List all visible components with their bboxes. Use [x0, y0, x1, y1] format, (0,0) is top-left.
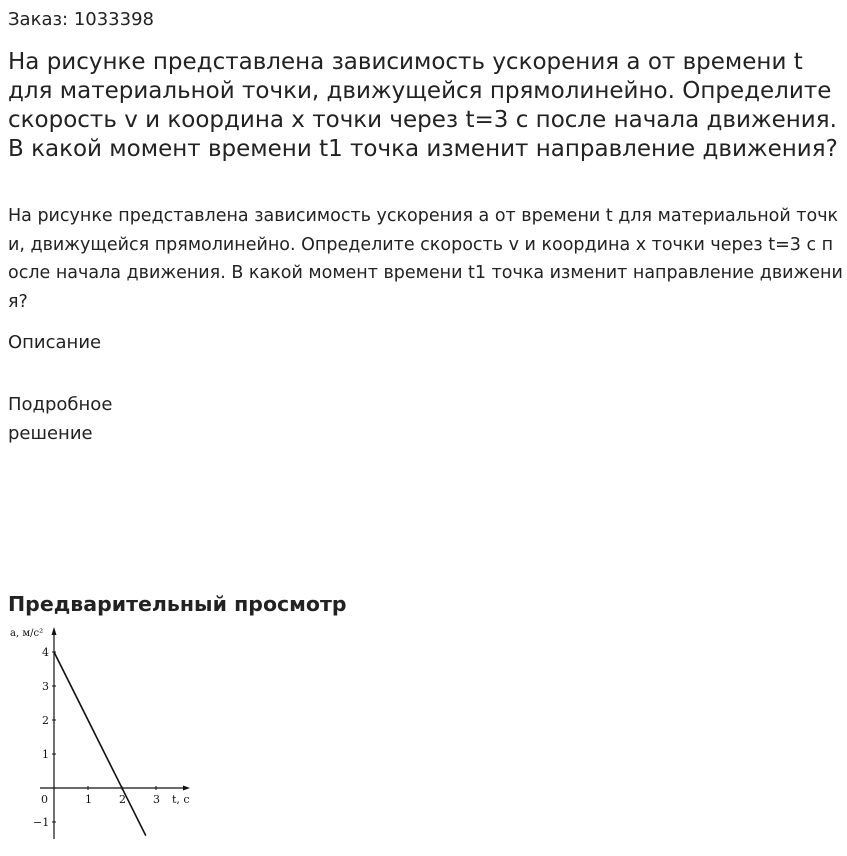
task-text: На рисунке представлена зависимость ускорения a от времени t для материальной точки, движущейся прямолинейно. Определите скорость v и координа x точки через t=3 с после начала движения. В какой момент времени t1 точка изменит направление движения?	[8, 206, 843, 312]
task-title: На рисунке представлена зависимость ускорения a от времени t для материальной точки, движущейся прямолинейно. Определите скорость v и координа x точки через t=3 с после начала движения. В какой момент времени t1 точка изменит направление движения?	[8, 49, 838, 162]
x-axis-arrow	[183, 786, 190, 791]
order-number: Заказ: 1033398	[8, 9, 154, 30]
y-tick-label: −1	[33, 816, 50, 829]
acceleration-line	[54, 652, 146, 836]
graph-line	[54, 652, 146, 836]
y-tick-label: 4	[42, 646, 49, 659]
graph-origin-label: 0	[41, 793, 48, 806]
y-tick-label: 3	[42, 680, 49, 693]
graph-xlabel: t, с	[172, 793, 190, 806]
preview-heading: Предварительный просмотр	[8, 592, 347, 616]
description-label[interactable]: Описание	[8, 332, 102, 353]
y-tick-label: 2	[42, 714, 49, 727]
y-axis-arrow	[52, 627, 57, 635]
x-tick-label: 3	[153, 793, 160, 806]
graph-axes	[40, 627, 190, 839]
y-tick-label: 1	[42, 748, 49, 761]
graph-ylabel: a, м/с²	[10, 628, 44, 639]
acceleration-graph	[0, 620, 200, 856]
x-tick-label: 1	[85, 793, 92, 806]
detailed-solution-label[interactable]: Подробное решение	[8, 394, 113, 444]
x-tick-label: 2	[119, 793, 126, 806]
